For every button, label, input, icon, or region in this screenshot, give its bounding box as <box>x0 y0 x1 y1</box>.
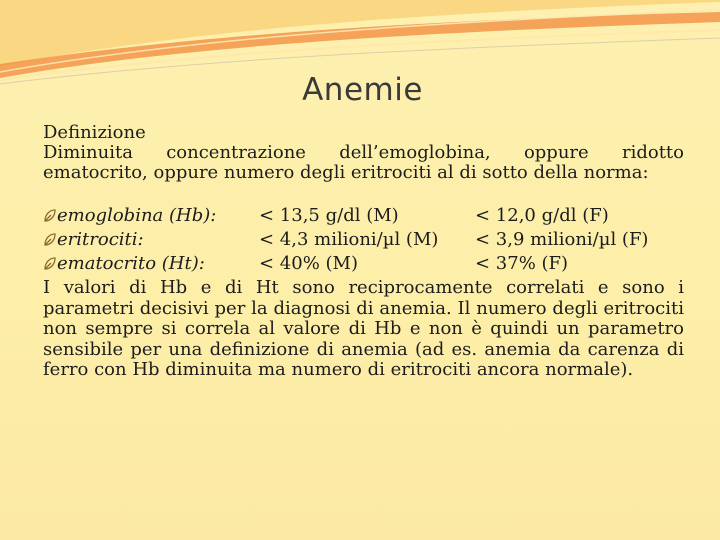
leaf-bullet-icon <box>43 255 57 273</box>
definition-text: Diminuita concentrazione dell’emoglobina, oppure ridotto ematocrito, oppure numero degli eritrociti al di sotto della norma: <box>43 142 684 183</box>
criteria-item-hematocrit <box>43 254 684 278</box>
criteria-label: ematocrito (Ht): <box>57 253 205 274</box>
criteria-item-erythrocytes <box>43 230 684 254</box>
spacer <box>43 183 684 206</box>
criteria-male-value: < 13,5 g/dl (M) <box>259 205 399 226</box>
criteria-male-value: < 4,3 milioni/µl (M) <box>259 229 439 250</box>
leaf-bullet-icon <box>43 207 57 225</box>
criteria-female-value: < 3,9 milioni/µl (F) <box>475 229 649 250</box>
criteria-male-value: < 40% (M) <box>259 253 359 274</box>
criteria-label: eritrociti: <box>57 229 144 250</box>
slide-body <box>43 123 684 381</box>
criteria-label: emoglobina (Hb): <box>57 205 217 226</box>
criteria-female-value: < 12,0 g/dl (F) <box>475 205 609 226</box>
criteria-item-hemoglobin <box>43 206 684 230</box>
slide-title: Anemie <box>302 72 423 108</box>
criteria-list <box>43 206 684 278</box>
leaf-bullet-icon <box>43 231 57 249</box>
explanation-paragraph: I valori di Hb e di Ht sono reciprocamente correlati e sono i parametri decisivi per la diagnosi di anemia. Il numero degli eritrociti non sempre si correla al valore di Hb e non è quindi un parametro sensibile per una definizione di anemia (ad es. anemia da carenza di ferro con Hb diminuita ma numero di eritrociti ancora normale). <box>43 277 684 380</box>
criteria-female-value: < 37% (F) <box>475 253 569 274</box>
definition-heading: Definizione <box>43 122 146 143</box>
